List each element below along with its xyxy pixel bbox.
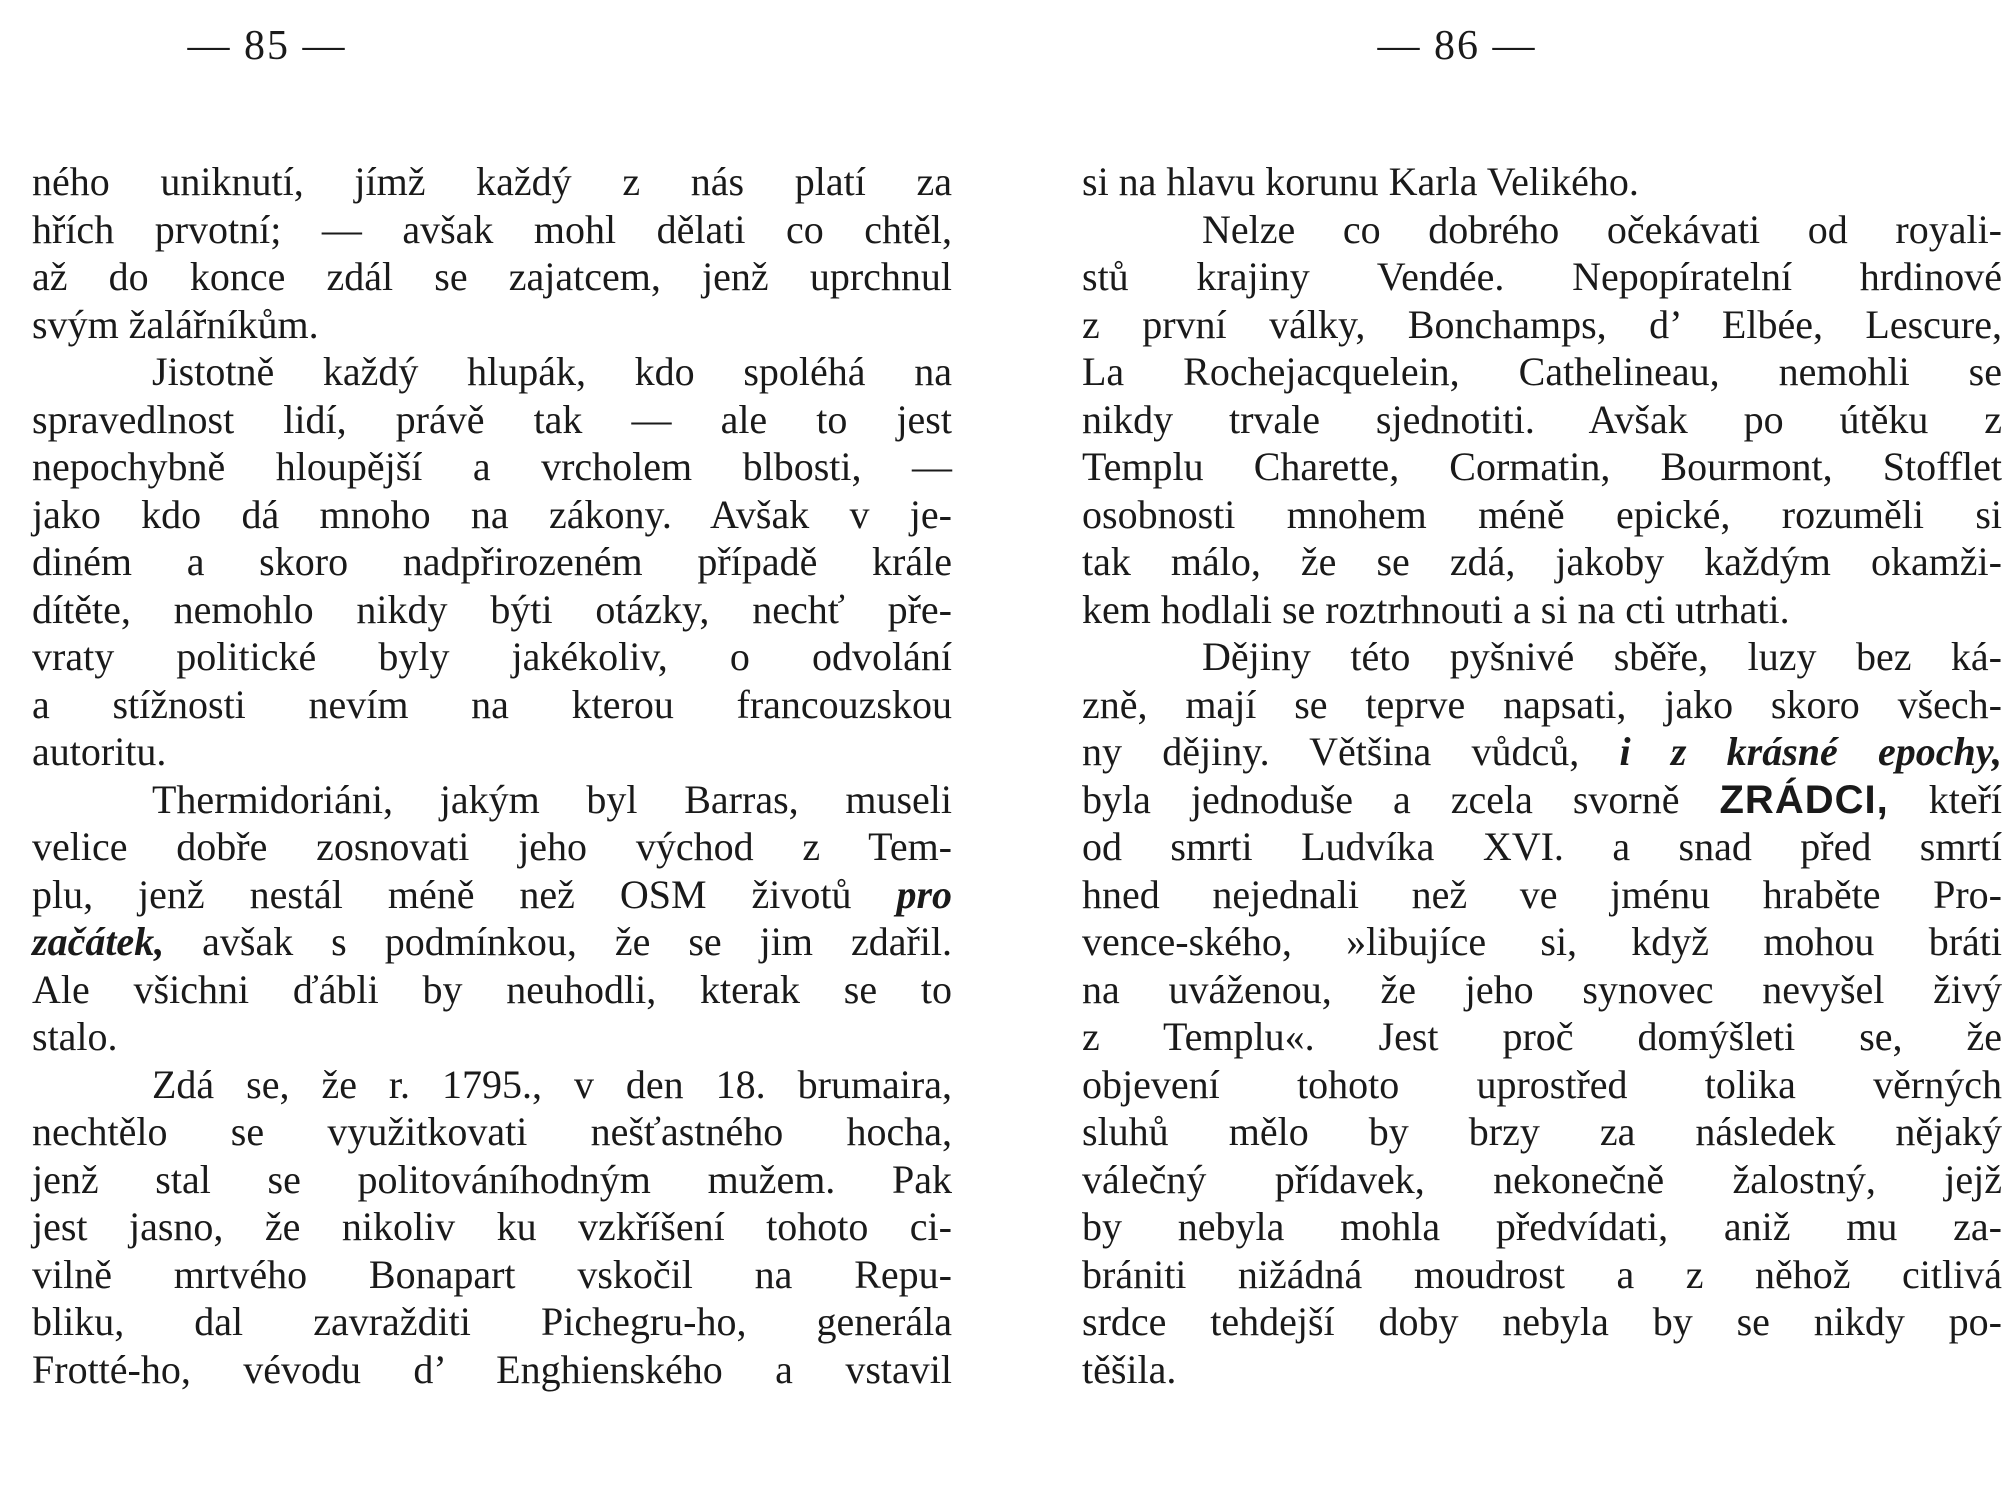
text-line: Dějiny této pyšnivé sběře, luzy bez ká- xyxy=(1202,634,2002,679)
text-line: hned nejednali než ve jménu hraběte Pro- xyxy=(1082,871,2002,917)
text-line: dítěte, nemohlo nikdy býti otázky, nechť pře- xyxy=(32,586,952,632)
text-line: jako kdo dá mnoho na zákony. Avšak v je- xyxy=(32,491,952,537)
text-line: nepochybně hloupější a vrcholem blbosti, — xyxy=(32,444,952,489)
text-line: svým žalářníkům. xyxy=(32,301,319,347)
right-page-text xyxy=(1082,158,2002,1393)
page-number-right: — 86 — xyxy=(1377,23,1537,69)
text-line: Templu Charette, Cormatin, Bourmont, Stofflet xyxy=(1082,444,2002,489)
text-run: byla jednoduše a zcela svorně xyxy=(1082,776,1680,822)
text-line: objevení tohoto uprostřed tolika věrných xyxy=(1082,1061,2002,1107)
text-line: těšila. xyxy=(1082,1346,1177,1392)
text-line: osobnosti mnohem méně epické, rozuměli si xyxy=(1082,491,2002,537)
text-line: z Templu«. Jest proč domýšleti se, že xyxy=(1082,1014,2002,1059)
text-line: Thermidoriáni, jakým byl Barras, museli xyxy=(152,776,952,822)
text-line: hřích prvotní; — avšak mohl dělati co chtěl, xyxy=(32,206,952,252)
text-line: brániti nižádná moudrost a z něhož citlivá xyxy=(1082,1251,2002,1297)
page-number-left: — 85 — xyxy=(187,23,347,69)
text-line: sluhů mělo by brzy za následek nějaký xyxy=(1082,1109,2002,1154)
text-line: bliku, dal zavražditi Pichegru-ho, generála xyxy=(32,1299,952,1344)
text-line: vraty politické byly jakékoliv, o odvolání xyxy=(32,634,952,679)
text-line: stalo. xyxy=(32,1014,118,1059)
text-line: od smrti Ludvíka XVI. a snad před smrtí xyxy=(1082,824,2002,869)
text-run: ny dějiny. Většina vůdců, xyxy=(1082,729,1580,774)
text-line: diném a skoro nadpřirozeném případě krále xyxy=(32,539,952,584)
text-line: si na hlavu korunu Karla Velikého. xyxy=(1082,159,1639,204)
text-line: jenž stal se politováníhodným mužem. Pak xyxy=(32,1156,952,1202)
text-line: La Rochejacquelein, Cathelineau, nemohli se xyxy=(1082,349,2002,394)
text-line: Frotté-ho, vévodu d’ Enghienského a vstavil xyxy=(32,1346,952,1392)
text-line: autoritu. xyxy=(32,729,167,774)
text-line: z první války, Bonchamps, d’ Elbée, Lescure, xyxy=(1082,301,2002,347)
text-line: až do konce zdál se zajatcem, jenž uprchnul xyxy=(32,254,952,299)
text-line: Nelze co dobrého očekávati od royali- xyxy=(1202,206,2002,252)
text-line: válečný přídavek, nekonečně žalostný, jejž xyxy=(1082,1156,2002,1202)
text-line-mixed xyxy=(32,871,952,919)
text-line: jest jasno, že nikoliv ku vzkříšení tohoto ci- xyxy=(32,1204,952,1249)
text-line: vilně mrtvého Bonapart vskočil na Repu- xyxy=(32,1251,952,1297)
text-line: srdce tehdejší doby nebyla by se nikdy po- xyxy=(1082,1299,2002,1344)
text-line: Zdá se, že r. 1795., v den 18. brumaira, xyxy=(152,1061,952,1107)
text-run: plu, jenž nestál méně než OSM životů xyxy=(32,871,852,917)
text-line: stů krajiny Vendée. Nepopíratelní hrdinové xyxy=(1082,254,2002,299)
text-line-mixed xyxy=(1082,776,2002,824)
left-page-text xyxy=(32,158,952,1393)
text-line: Jistotně každý hlupák, kdo spoléhá na xyxy=(152,349,952,394)
text-line: kem hodlali se roztrhnouti a si na cti utrhati. xyxy=(1082,586,1790,632)
text-line: velice dobře zosnovati jeho východ z Tem- xyxy=(32,824,952,869)
text-line: ného uniknutí, jímž každý z nás platí za xyxy=(32,159,952,204)
text-line: vence-ského, »libujíce si, když mohou bráti xyxy=(1082,919,2002,964)
text-line: tak málo, že se zdá, jakoby každým okamži- xyxy=(1082,539,2002,584)
text-line: spravedlnost lidí, právě tak — ale to jest xyxy=(32,396,952,442)
emphasis-text: začátek, xyxy=(32,919,165,964)
emphasis-text: i z krásné epochy, xyxy=(1619,729,2002,774)
text-line: a stížnosti nevím na kterou francouzskou xyxy=(32,681,952,727)
text-line: zně, mají se teprve napsati, jako skoro všech- xyxy=(1082,681,2002,727)
text-line: nikdy trvale sjednotiti. Avšak po útěku z xyxy=(1082,396,2002,442)
text-run: kteří xyxy=(1928,776,2003,822)
text-line: Ale všichni ďábli by neuhodli, kterak se to xyxy=(32,966,952,1012)
text-line-mixed xyxy=(32,918,952,966)
text-line: na uváženou, že jeho synovec nevyšel živý xyxy=(1082,966,2002,1012)
text-line: nechtělo se využitkovati nešťastného hocha, xyxy=(32,1109,952,1154)
text-run: avšak s podmínkou, že se jim zdařil. xyxy=(164,919,952,964)
text-line: by nebyla mohla předvídati, aniž mu za- xyxy=(1082,1204,2002,1249)
text-line-mixed xyxy=(1082,728,2002,776)
emphasis-text: pro xyxy=(896,871,953,917)
caps-emphasis-text: ZRÁDCI, xyxy=(1719,777,1889,822)
